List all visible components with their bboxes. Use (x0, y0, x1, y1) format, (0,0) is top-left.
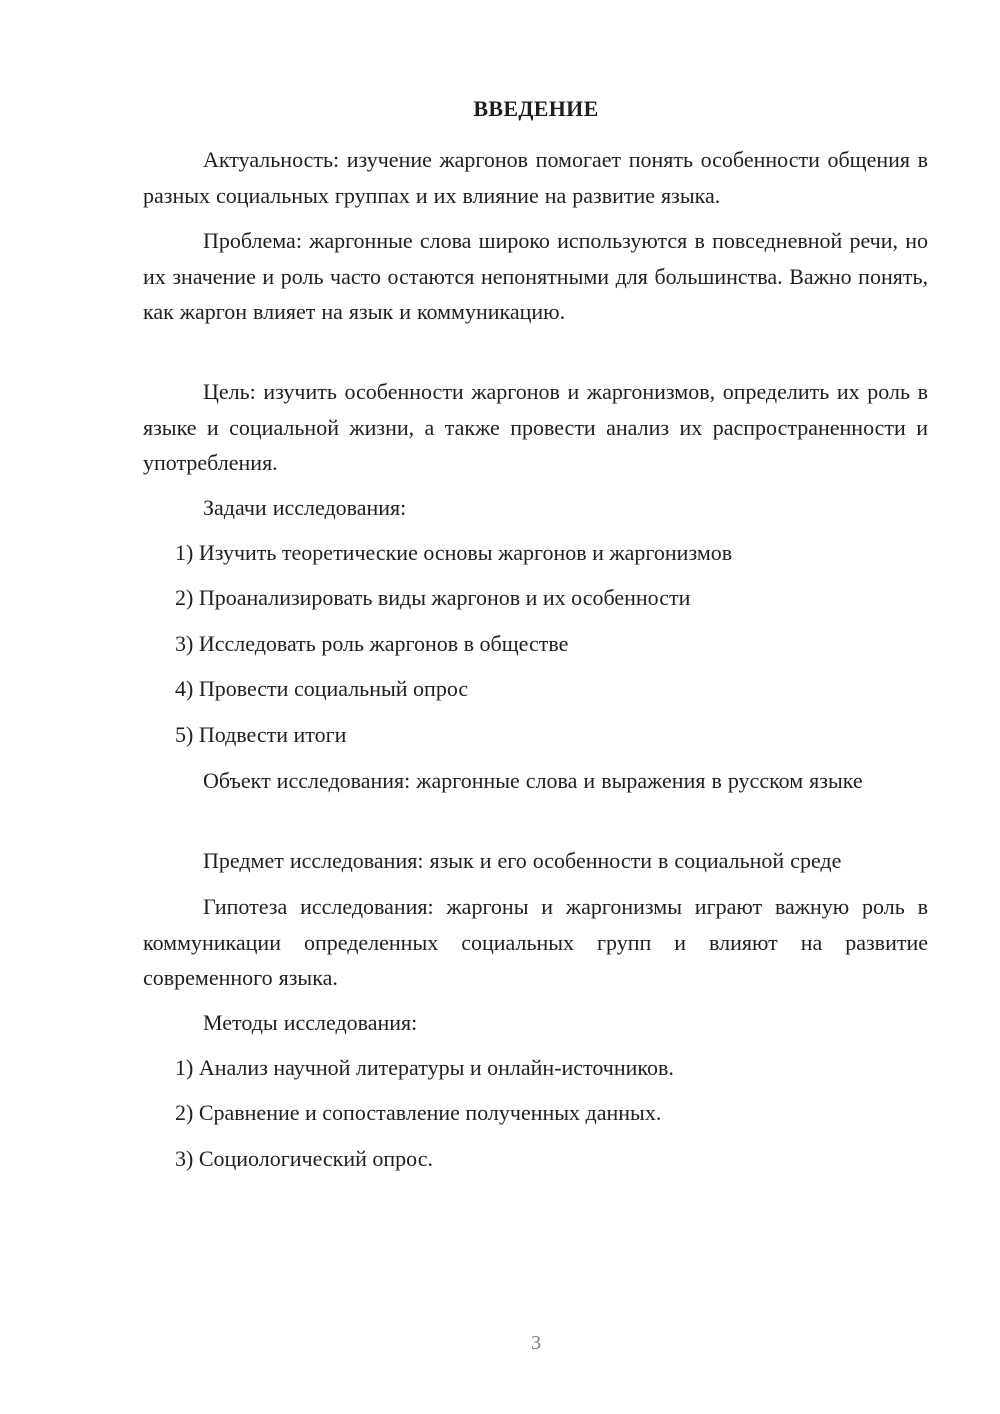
task-item-2: 2) Проанализировать виды жаргонов и их особенности (175, 585, 691, 610)
relevance-paragraph: Актуальность: изучение жаргонов помогает понять особенности общения в разных социальных группах и их влияние на развитие языка. (143, 147, 928, 208)
task-item-5: 5) Подвести итоги (175, 722, 347, 747)
hypothesis-paragraph: Гипотеза исследования: жаргоны и жаргонизмы играют важную роль в коммуникации определенных социальных групп и влияют на развитие современного языка. (143, 894, 928, 990)
method-item-2: 2) Сравнение и сопоставление полученных данных. (175, 1100, 662, 1125)
tasks-heading: Задачи исследования: (203, 495, 407, 520)
problem-paragraph: Проблема: жаргонные слова широко используются в повседневной речи, но их значение и роль часто остаются непонятными для большинства. Важно понять, как жаргон влияет на язык и коммуникацию. (143, 228, 928, 324)
task-item-3: 3) Исследовать роль жаргонов в обществе (175, 631, 569, 656)
method-item-1: 1) Анализ научной литературы и онлайн-источников. (175, 1055, 674, 1080)
task-item-4: 4) Провести социальный опрос (175, 676, 469, 701)
object-paragraph: Объект исследования: жаргонные слова и выражения в русском языке (203, 768, 863, 793)
goal-paragraph: Цель: изучить особенности жаргонов и жаргонизмов, определить их роль в языке и социальной жизни, а также провести анализ их распространенности и употребления. (143, 379, 928, 475)
method-item-3: 3) Социологический опрос. (175, 1146, 433, 1171)
page-title: ВВЕДЕНИЕ (473, 96, 599, 121)
page-number: 3 (531, 1332, 541, 1354)
methods-heading: Методы исследования: (203, 1010, 418, 1035)
subject-paragraph: Предмет исследования: язык и его особенности в социальной среде (203, 848, 842, 873)
task-item-1: 1) Изучить теоретические основы жаргонов и жаргонизмов (175, 540, 733, 565)
